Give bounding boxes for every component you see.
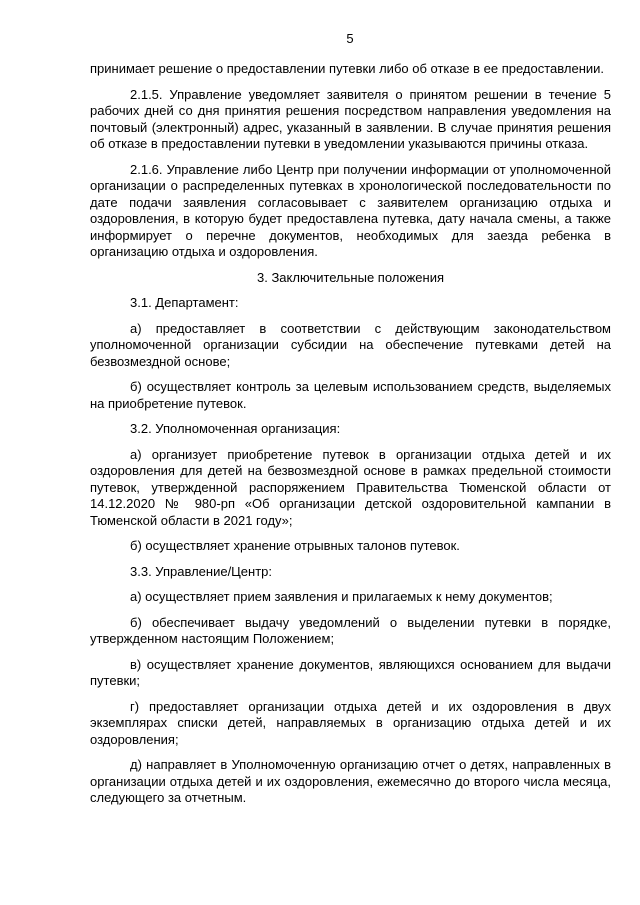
list-item-3-3-a: а) осуществляет прием заявления и прилагаемых к нему документов;	[130, 589, 553, 604]
list-item-3-3-d: г) предоставляет организации отдыха детей и их оздоровления в двух экземплярах списки детей, направляемых в организацию отдыха детей и их оздоровления;	[90, 698, 611, 747]
paragraph-3-1: 3.1. Департамент:	[130, 295, 239, 310]
list-item-3-3-b: б) обеспечивает выдачу уведомлений о выделении путевки в порядке, утвержденном настоящим Положением;	[90, 614, 611, 646]
list-item-3-1-a: а) предоставляет в соответствии с действующим законодательством уполномоченной организации субсидии на обеспечение путевками детей на безвозмездной основе;	[90, 320, 611, 369]
list-item-3-1-b: б) осуществляет контроль за целевым использованием средств, выделяемых на приобретение путевок.	[90, 379, 611, 411]
paragraph-continuation: принимает решение о предоставлении путевки либо об отказе в ее предоставлении.	[90, 61, 605, 76]
list-item-3-2-a: а) организует приобретение путевок в организации отдыха детей и их оздоровления для детей на безвозмездной основе в рамках предельной стоимости путевок, утвержденной распоряжением Правительства Тюменской области от 14.12.2020 № 980-рп «Об организации детской оздоровительной кампании в Тюменской области в 2021 году»;	[90, 446, 611, 528]
paragraph-3-3: 3.3. Управление/Центр:	[130, 563, 272, 579]
list-item-3-3-c: в) осуществляет хранение документов, являющихся основанием для выдачи путевки;	[90, 656, 611, 688]
paragraph-3-2: 3.2. Уполномоченная организация:	[130, 421, 341, 436]
paragraph-2-1-6: 2.1.6. Управление либо Центр при получении информации от уполномоченной организации о распределенных путевках в хронологической последовательности по дате подачи заявления согласовывает с заявителем организацию отдыха и оздоровления, в которую будет предоставлена путевка, дату начала смены, а также информирует о перечне документов, необходимых для заезда ребенка в организацию отдыха и оздоровления.	[90, 161, 611, 259]
list-item-3-3-e: д) направляет в Уполномоченную организацию отчет о детях, направленных в организации отдыха детей и их оздоровления, ежемесячно до второго числа месяца, следующего за отчетным.	[90, 757, 611, 805]
document-body	[90, 61, 611, 816]
paragraph-2-1-5: 2.1.5. Управление уведомляет заявителя о принятом решении в течение 5 рабочих дней со дня принятия решения посредством направления уведомления на почтовый (электронный) адрес, указанный в заявлении. В случае принятия решения об отказе в предоставлении путевки в уведомлении указываются причины отказа.	[90, 86, 611, 151]
section-heading: 3. Заключительные положения	[257, 269, 444, 285]
page-number: 5	[346, 31, 354, 46]
list-item-3-2-b: б) осуществляет хранение отрывных талонов путевок.	[130, 538, 460, 553]
